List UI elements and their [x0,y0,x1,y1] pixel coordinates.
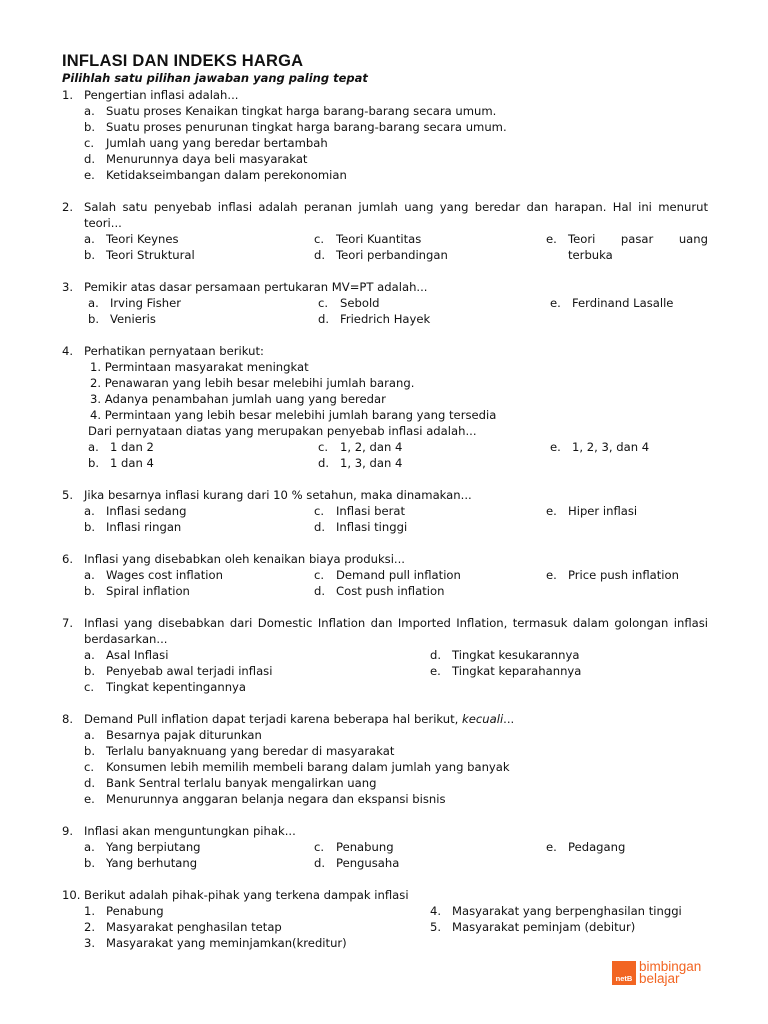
question-number: 6. [62,552,74,566]
question-text: Pemikir atas dasar persamaan pertukaran MV=PT adalah... [84,280,428,294]
question-number: 4. [62,344,74,358]
question-text: Inflasi yang disebabkan dari Domestic Inflation dan Imported Inflation, termasuk dalam golongan inflasi berdasarkan... [84,616,708,646]
option: b. Yang berhutang [84,856,198,870]
option: a. Inflasi sedang [84,504,187,518]
question-text: Perhatikan pernyataan berikut: [84,344,264,358]
option: 1. Penabung [84,904,164,918]
option: d. Cost push inflation [314,584,445,598]
option: e. Ferdinand Lasalle [550,296,674,310]
question-3 [62,279,708,327]
question-6 [62,551,708,599]
option: c. Penabung [314,840,394,854]
option: c. Konsumen lebih memilih membeli barang dalam jumlah yang banyak [84,760,510,774]
option: a. Asal Inflasi [84,648,169,662]
option: a. Besarnya pajak diturunkan [84,728,262,742]
option: 2. Masyarakat penghasilan tetap [84,920,282,934]
statement: 3. Adanya penambahan jumlah uang yang beredar [90,392,386,406]
option: c. Tingkat kepentingannya [84,680,247,694]
option: d. Teori perbandingan [314,248,448,262]
question-number: 7. [62,616,74,630]
option: b. Teori Struktural [84,248,195,262]
option: a. Irving Fisher [88,296,181,310]
option: e. Hiper inflasi [546,504,638,518]
option: d. Tingkat kesukarannya [430,648,580,662]
logo-line-1: bimbingan [639,959,702,974]
question-text: Salah satu penyebab inflasi adalah peranan jumlah uang yang beredar dan harapan. Hal ini menurut teori... [84,200,708,230]
option: a. Teori Keynes [84,232,179,246]
question-text: Demand Pull inflation dapat terjadi karena beberapa hal berikut, kecuali... [84,712,515,726]
question-text: Inflasi yang disebabkan oleh kenaikan biaya produksi... [84,552,405,566]
option: e. Menurunnya anggaran belanja negara dan ekspansi bisnis [84,792,446,806]
option: 4. Masyarakat yang berpenghasilan tinggi [430,904,682,918]
logo-line-2: belajar [639,971,680,986]
option: e. Tingkat keparahannya [430,664,582,678]
option: a. Wages cost inflation [84,568,223,582]
question-text: Berikut adalah pihak-pihak yang terkena dampak inflasi [84,888,409,902]
question-10 [62,887,708,951]
option: c. Sebold [318,296,380,310]
option: b. Spiral inflation [84,584,190,598]
option: e. Price push inflation [546,568,679,582]
option: a. Yang berpiutang [84,840,201,854]
option: c. Jumlah uang yang beredar bertambah [84,136,328,150]
question-text: Jika besarnya inflasi kurang dari 10 % setahun, maka dinamakan... [84,488,472,502]
option: b. Venieris [88,312,156,326]
option: c. Inflasi berat [314,504,406,518]
question-number: 10. [62,888,81,902]
option: e. 1, 2, 3, dan 4 [550,440,650,454]
question-8 [62,711,708,807]
question-7 [62,615,708,695]
option: c. Teori Kuantitas [314,232,422,246]
question-text: Inflasi akan menguntungkan pihak... [84,824,296,838]
question-number: 3. [62,280,74,294]
option: b. Terlalu banyaknuang yang beredar di masyarakat [84,744,395,758]
option: e. Pedagang [546,840,626,854]
option: d. Menurunnya daya beli masyarakat [84,152,308,166]
question-number: 8. [62,712,74,726]
option: a. 1 dan 2 [88,440,154,454]
question-2 [62,199,708,263]
option: b. Penyebab awal terjadi inflasi [84,664,273,678]
option: c. 1, 2, dan 4 [318,440,403,454]
question-number: 9. [62,824,74,838]
option: b. Inflasi ringan [84,520,182,534]
question-number: 5. [62,488,74,502]
option: d. Pengusaha [314,856,400,870]
statement: 4. Permintaan yang lebih besar melebihi jumlah barang yang tersedia [90,408,497,422]
option: e. Ketidakseimbangan dalam perekonomian [84,168,347,182]
statement: 2. Penawaran yang lebih besar melebihi jumlah barang. [90,376,415,390]
option: 3. Masyarakat yang meminjamkan(kreditur) [84,936,347,950]
instructions: Pilihlah satu pilihan jawaban yang paling tepat [62,71,368,85]
option: b. Suatu proses penurunan tingkat harga barang-barang secara umum. [84,120,507,134]
question-number: 1. [62,88,74,102]
option: d. Inflasi tinggi [314,520,408,534]
question-4 [62,343,708,471]
option: b. 1 dan 4 [88,456,154,470]
option: 5. Masyarakat peminjam (debitur) [430,920,636,934]
question-number: 2. [62,200,74,214]
option: d. Friedrich Hayek [318,312,431,326]
option: a. Suatu proses Kenaikan tingkat harga barang-barang secara umum. [84,104,497,118]
brand-logo [612,961,701,985]
logo-mark: netB [612,961,636,985]
option: e. Teori pasar uang terbuka [546,232,708,262]
option: d. Bank Sentral terlalu banyak mengalirkan uang [84,776,377,790]
statement: 1. Permintaan masyarakat meningkat [90,360,309,374]
question-5 [62,487,708,535]
statement-list [90,359,708,423]
worksheet [62,52,708,967]
option: c. Demand pull inflation [314,568,461,582]
question-9 [62,823,708,871]
question-text: Pengertian inflasi adalah... [84,88,239,102]
page-title: INFLASI DAN INDEKS HARGA [62,52,304,70]
option: d. 1, 3, dan 4 [318,456,403,470]
question-followup: Dari pernyataan diatas yang merupakan penyebab inflasi adalah... [88,424,477,438]
question-1 [62,87,708,183]
